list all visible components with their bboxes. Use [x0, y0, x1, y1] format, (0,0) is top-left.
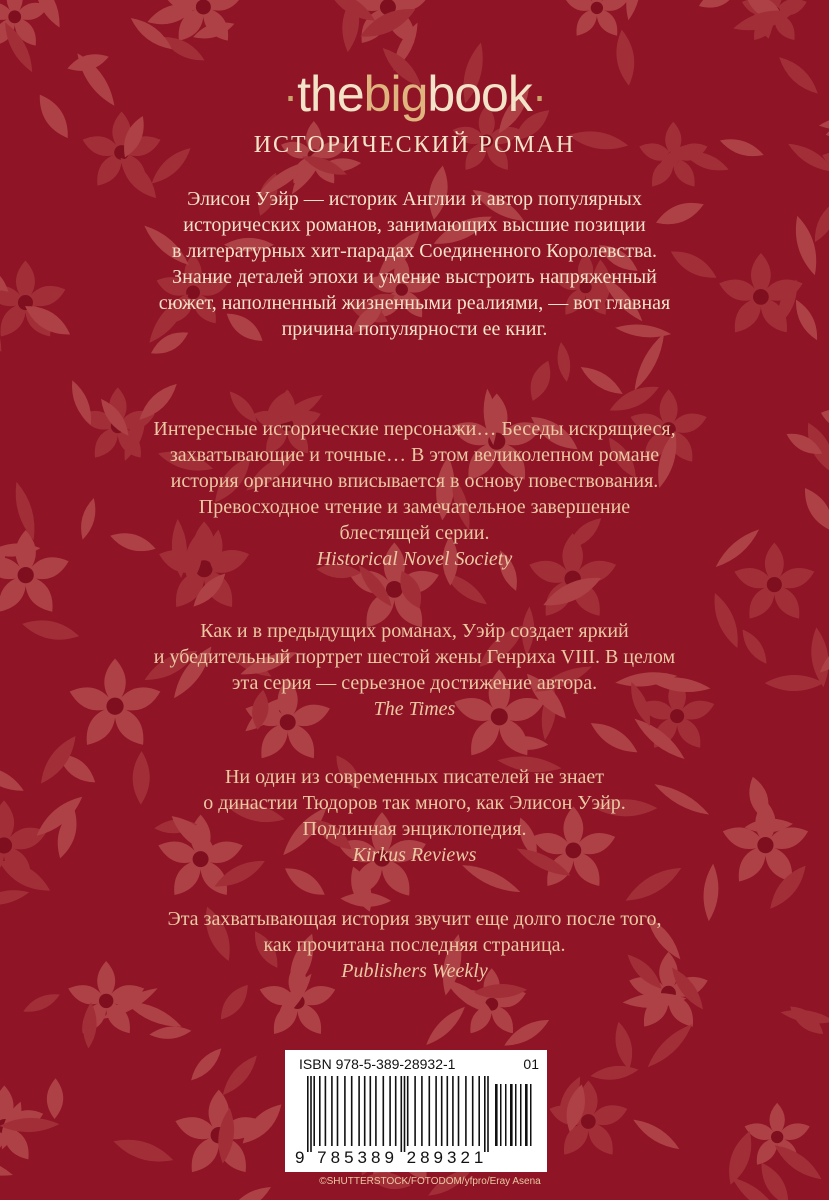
review-line: захватывающие и точные… В этом великолепном романе — [169, 444, 660, 466]
series-title: ИСТОРИЧЕСКИЙ РОМАН — [253, 132, 576, 158]
review-line: Подлинная энциклопедия. — [302, 818, 527, 840]
logo-big: big — [363, 66, 428, 122]
review-source: The Times — [373, 698, 456, 720]
publisher-logo — [0, 64, 829, 125]
author-intro — [0, 186, 829, 342]
logo-dot-left: · — [282, 69, 298, 121]
intro-line: сюжет, наполненный жизненными реалиями, — вот главная — [158, 292, 671, 314]
review-line: Как и в предыдущих романах, Уэйр создает яркий — [200, 620, 629, 642]
review-kirkus — [0, 764, 829, 868]
review-the-times — [0, 618, 829, 722]
image-credit: ©SHUTTERSTOCK/FOTODOM/yfpro/Eray Asena — [319, 1176, 541, 1187]
isbn-addon: 01 — [523, 1056, 539, 1072]
review-source: Historical Novel Society — [316, 548, 513, 570]
review-source: Publishers Weekly — [341, 960, 488, 982]
logo-dot-right: · — [531, 69, 547, 121]
review-line: Ни один из современных писателей не знает — [224, 766, 605, 788]
intro-line: Знание деталей эпохи и умение выстроить напряженный — [172, 266, 657, 288]
review-line: блестящей серии. — [339, 522, 490, 544]
review-publishers-weekly — [0, 906, 829, 984]
logo-the: the — [297, 66, 364, 122]
isbn-label: ISBN 978-5-389-28932-1 — [299, 1056, 456, 1072]
review-line: и убедительный портрет шестой жены Генриха VIII. В целом — [153, 646, 676, 668]
review-source: Kirkus Reviews — [352, 844, 477, 866]
review-line: о династии Тюдоров так много, как Элисон Уэйр. — [203, 792, 626, 814]
intro-line: причина популярности ее книг. — [281, 318, 548, 340]
review-line: Эта захватывающая история звучит еще долго после того, — [167, 908, 662, 930]
review-historical-novel-society — [0, 416, 829, 572]
review-line: история органично вписывается в основу повествования. — [170, 470, 659, 492]
review-line: Интересные исторические персонажи… Беседы искрящиеся, — [153, 418, 676, 440]
review-line: эта серия — серьезное достижение автора. — [231, 672, 598, 694]
review-line: Превосходное чтение и замечательное завершение — [198, 496, 631, 518]
review-line: как прочитана последняя страница. — [263, 934, 566, 956]
intro-line: в литературных хит-парадах Соединенного Королевства. — [171, 240, 658, 262]
barcode-digits: 9 785389 289321 — [295, 1148, 488, 1167]
intro-line: Элисон Уэйр — историк Англии и автор популярных — [187, 188, 642, 210]
isbn-barcode — [285, 1050, 547, 1172]
logo-book: book — [427, 66, 532, 122]
intro-line: исторических романов, занимающих высшие позиции — [183, 214, 646, 236]
